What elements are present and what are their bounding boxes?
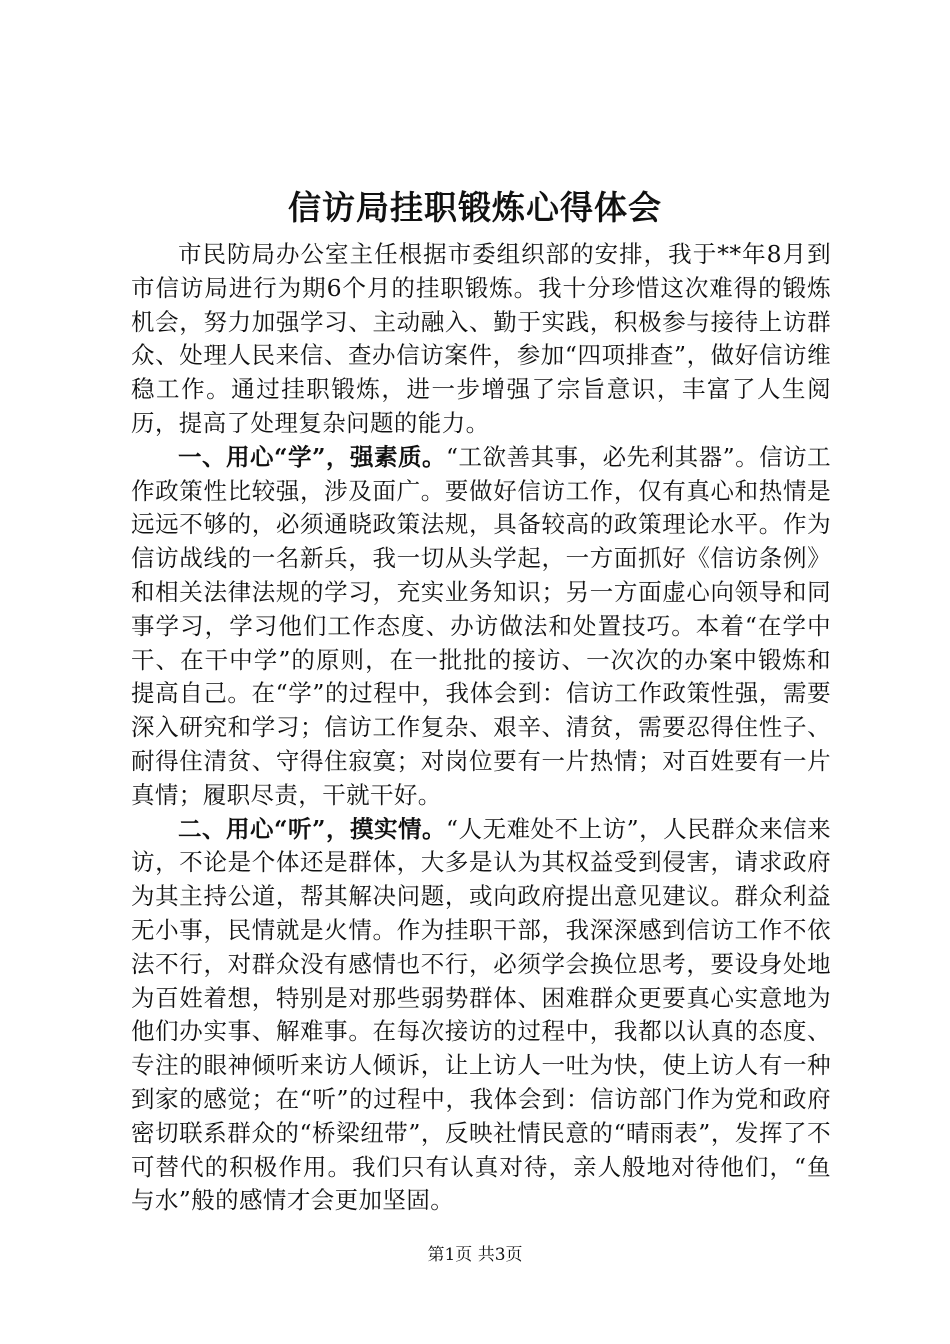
- page-number-footer: 第1页 共3页: [427, 1245, 523, 1265]
- paragraph-text: “人无难处不上访”，人民群众来信来访，不论是个体还是群体，大多是认为其权益受到侵害，请求政府为其主持公道，帮其解决问题，或向政府提出意见建议。群众利益无小事，民情就是火情。作为挂职干部，我深深感到信访工作不依法不行，对群众没有感情也不行，必须学会换位思考，要设身处地为百姓着想，特别是对那些弱势群体、困难群众更要真心实意地为他们办实事、解难事。在每次接访的过程中，我都以认真的态度、专注的眼神倾听来访人倾诉，让上访人一吐为快，使上访人有一种到家的感觉；在“听”的过程中，我体会到：信访部门作为党和政府密切联系群众的“桥梁纽带”，反映社情民意的“晴雨表”，发挥了不可替代的积极作用。我们只有认真对待，亲人般地对待他们，“鱼与水”般的感情才会更加坚固。: [131, 814, 831, 1215]
- paragraph-intro: [131, 238, 831, 441]
- paragraph-text: “工欲善其事，必先利其器”。信访工作政策性比较强，涉及面广。要做好信访工作，仅有真心和热情是远远不够的，必须通晓政策法规，具备较高的政策理论水平。作为信访战线的一名新兵，我一切从头学起，一方面抓好《信访条例》和相关法律法规的学习，充实业务知识；另一方面虚心向领导和同事学习，学习他们工作态度、办访做法和处置技巧。本着“在学中干、在干中学”的原则，在一批批的接访、一次次的办案中锻炼和提高自己。在“学”的过程中，我体会到：信访工作政策性强，需要深入研究和学习；信访工作复杂、艰辛、清贫，需要忍得住性子、耐得住清贫、守得住寂寞；对岗位要有一片热情；对百姓要有一片真情；履职尽责，干就干好。: [131, 442, 831, 809]
- document-title: 信访局挂职锻炼心得体会: [288, 188, 662, 227]
- section-heading: 二、用心“听”，摸实情。: [178, 814, 447, 843]
- paragraph-section-1: [131, 441, 831, 813]
- document-body: [131, 238, 831, 1218]
- paragraph-section-2: [131, 813, 831, 1219]
- paragraph-text: 市民防局办公室主任根据市委组织部的安排，我于**年8月到市信访局进行为期6个月的挂职锻炼。我十分珍惜这次难得的锻炼机会，努力加强学习、主动融入、勤于实践，积极参与接待上访群众、处理人民来信、查办信访案件，参加“四项排查”，做好信访维稳工作。通过挂职锻炼，进一步增强了宗旨意识，丰富了人生阅历，提高了处理复杂问题的能力。: [131, 240, 831, 437]
- section-heading: 一、用心“学”，强素质。: [178, 442, 447, 471]
